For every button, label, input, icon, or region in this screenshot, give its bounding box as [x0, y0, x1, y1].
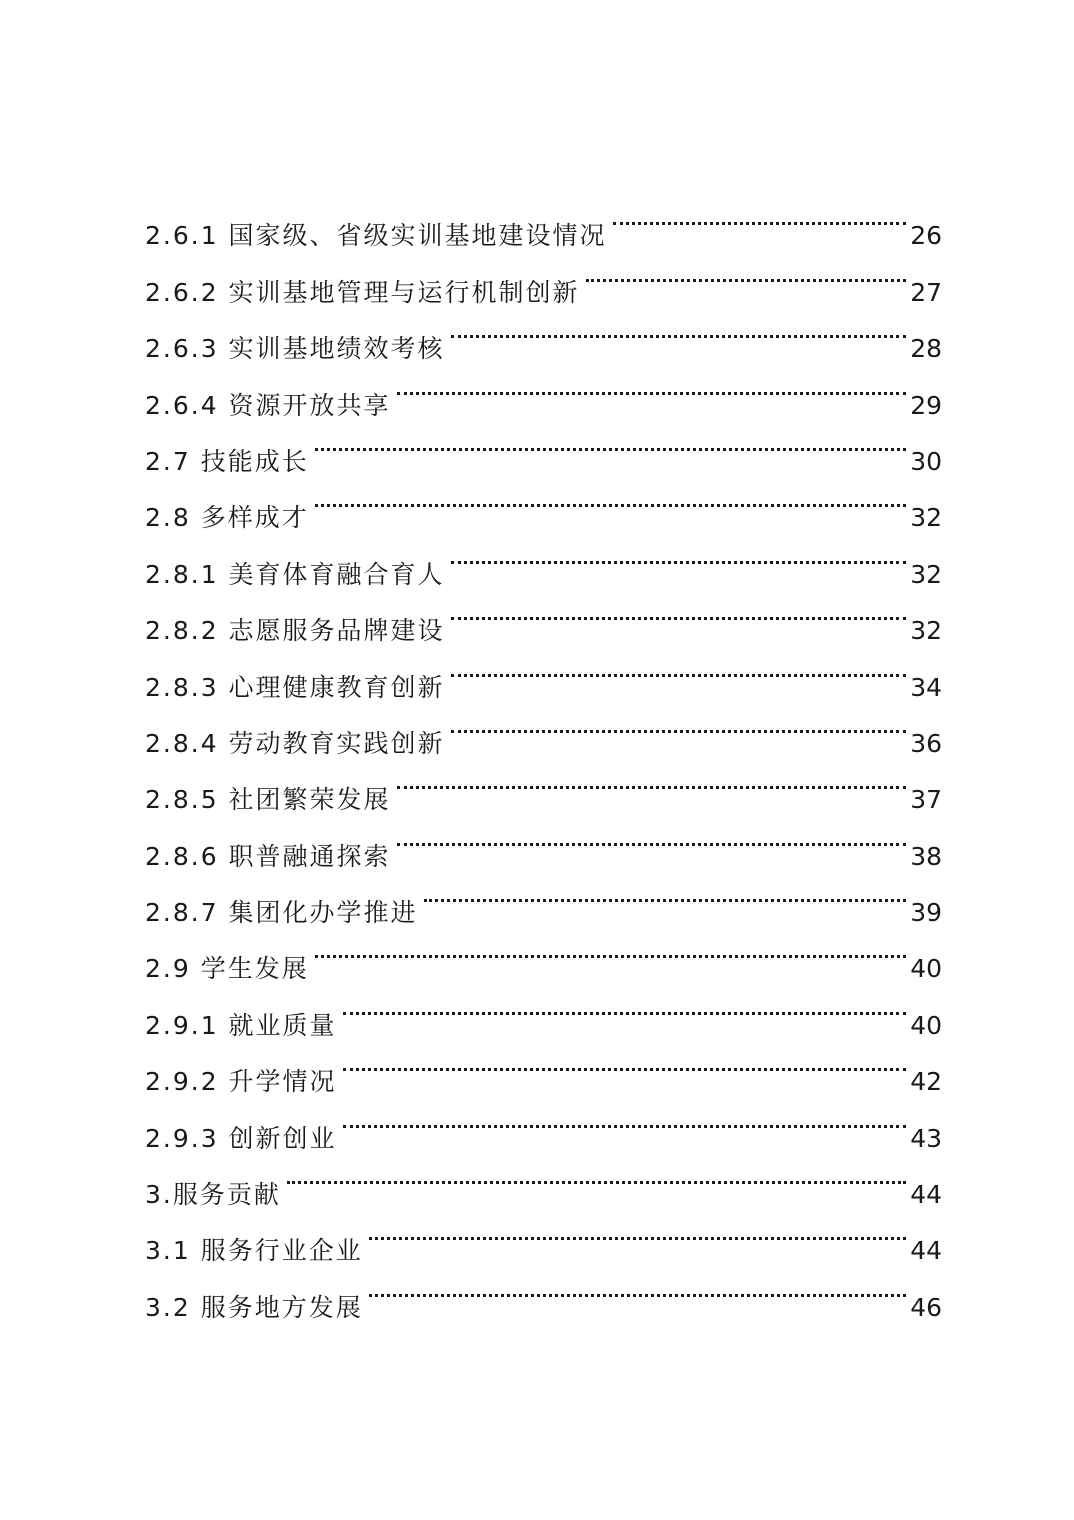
toc-entry-page: 37 [910, 785, 942, 815]
table-of-contents [145, 188, 942, 1322]
toc-dot-leader [424, 865, 907, 921]
toc-dot-leader [343, 977, 907, 1033]
toc-dot-leader [287, 1147, 906, 1203]
toc-entry-page: 43 [910, 1123, 942, 1153]
toc-entry-page: 38 [910, 841, 942, 871]
toc-dot-leader [397, 808, 907, 864]
toc-entry-page: 36 [910, 728, 942, 758]
toc-dot-leader [343, 1090, 907, 1146]
toc-dot-leader [315, 414, 906, 470]
toc-dot-leader [397, 357, 907, 413]
toc-entry-page: 29 [910, 390, 942, 420]
toc-entry-page: 26 [910, 221, 942, 251]
toc-entry-page: 32 [910, 559, 942, 589]
toc-entry-page: 42 [910, 1067, 942, 1097]
toc-dot-leader [451, 526, 907, 582]
toc-dot-leader [586, 244, 907, 300]
toc-entry-page: 32 [910, 503, 942, 533]
toc-entry-title: 2.8 多样成才 [145, 503, 309, 533]
toc-entry-page: 34 [910, 672, 942, 702]
toc-entry-title: 2.8.7 集团化办学推进 [145, 898, 418, 928]
toc-entry-page: 44 [910, 1180, 942, 1210]
toc-entry-title: 3.1 服务行业企业 [145, 1236, 363, 1266]
toc-dot-leader [613, 188, 907, 244]
toc-entry-page: 40 [910, 1010, 942, 1040]
toc-dot-leader [451, 301, 907, 357]
toc-entry-page: 32 [910, 616, 942, 646]
toc-entry-page: 30 [910, 446, 942, 476]
toc-entry-page: 46 [910, 1292, 942, 1322]
toc-entry-title: 2.9.3 创新创业 [145, 1123, 337, 1153]
toc-dot-leader [369, 1203, 906, 1259]
toc-entry-title: 3.服务贡献 [145, 1180, 281, 1210]
toc-entry-title: 2.7 技能成长 [145, 446, 309, 476]
toc-dot-leader [315, 470, 906, 526]
toc-entry-title: 2.9 学生发展 [145, 954, 309, 984]
toc-entry-title: 2.6.1 国家级、省级实训基地建设情况 [145, 221, 607, 251]
toc-entry-page: 44 [910, 1236, 942, 1266]
toc-entry-page: 27 [910, 277, 942, 307]
toc-dot-leader [315, 921, 906, 977]
toc-entry-title: 3.2 服务地方发展 [145, 1292, 363, 1322]
toc-entry-title: 2.8.4 劳动教育实践创新 [145, 728, 445, 758]
toc-entry-title: 2.8.5 社团繁荣发展 [145, 785, 391, 815]
toc-dot-leader [451, 639, 907, 695]
toc-dot-leader [343, 1034, 907, 1090]
toc-entry-page: 40 [910, 954, 942, 984]
toc-entry-title: 2.8.1 美育体育融合育人 [145, 559, 445, 589]
toc-entry-title: 2.6.2 实训基地管理与运行机制创新 [145, 277, 580, 307]
toc-entry-title: 2.8.2 志愿服务品牌建设 [145, 616, 445, 646]
toc-dot-leader [397, 752, 907, 808]
toc-entry-title: 2.9.1 就业质量 [145, 1010, 337, 1040]
toc-entry-page: 39 [910, 898, 942, 928]
toc-dot-leader [369, 1259, 906, 1315]
toc-dot-leader [451, 696, 907, 752]
toc-entry-page: 28 [910, 334, 942, 364]
toc-entry-title: 2.9.2 升学情况 [145, 1067, 337, 1097]
toc-entry-title: 2.8.6 职普融通探索 [145, 841, 391, 871]
toc-entry-title: 2.6.4 资源开放共享 [145, 390, 391, 420]
toc-entry-title: 2.8.3 心理健康教育创新 [145, 672, 445, 702]
toc-entry-title: 2.6.3 实训基地绩效考核 [145, 334, 445, 364]
toc-dot-leader [451, 583, 907, 639]
toc-entry[interactable] [145, 188, 942, 251]
